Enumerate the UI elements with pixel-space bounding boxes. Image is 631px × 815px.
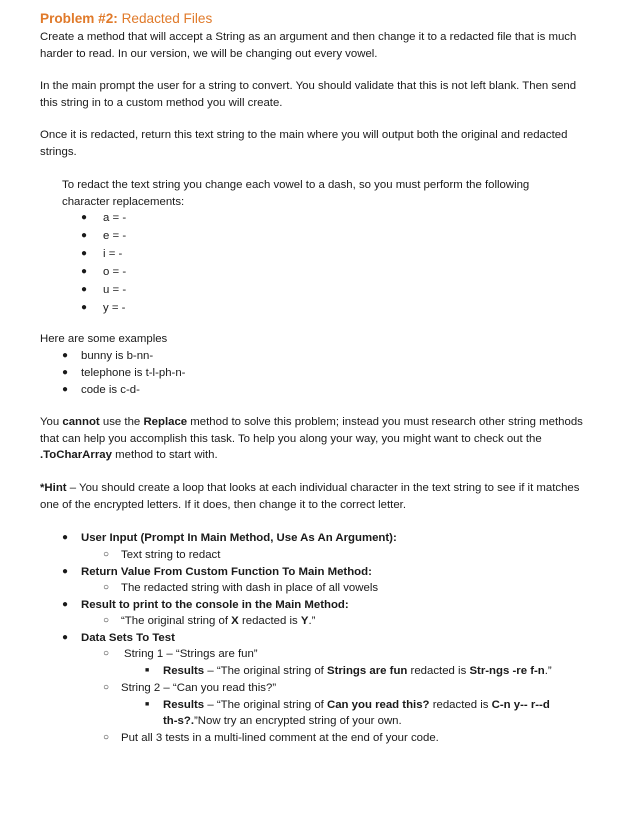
list-item-text: String 2 – “Can you read this?” xyxy=(121,682,277,694)
bullet-icon: ● xyxy=(62,599,69,610)
circle-bullet-icon: ○ xyxy=(103,615,110,626)
problem-number: Problem #2: xyxy=(40,11,118,26)
circle-bullet-icon: ○ xyxy=(103,682,110,693)
bullet-icon: ● xyxy=(81,266,88,277)
list-item-label: Data Sets To Test xyxy=(81,632,175,644)
circle-bullet-icon: ○ xyxy=(103,549,110,560)
intro-paragraph: Create a method that will accept a String as an argument and then change it to a redacted file that is much harder to read. In our version, we will be changing out every vowel. xyxy=(40,31,577,60)
list-item-label: Return Value From Custom Function To Main Method: xyxy=(81,566,372,578)
list-item-text: Results – “The original string of Strings are fun redacted is Str-ngs -re f-n.” xyxy=(163,665,552,677)
list-item-text: bunny is b-nn- xyxy=(81,350,154,362)
list-item-text: code is c-d- xyxy=(81,384,140,396)
bullet-icon: ● xyxy=(62,566,69,577)
list-item-text: telephone is t-l-ph-n- xyxy=(81,367,186,379)
list-item-text: Results – “The original string of Can you read this? redacted is C-n y-- r--d xyxy=(163,699,550,711)
bullet-icon: ● xyxy=(81,302,88,313)
square-bullet-icon: ■ xyxy=(145,667,150,674)
bullet-icon: ● xyxy=(62,367,69,378)
bullet-icon: ● xyxy=(81,212,88,223)
problem-title: Redacted Files xyxy=(117,11,213,26)
list-item-text: y = - xyxy=(103,302,126,314)
list-item-text: String 1 – “Strings are fun” xyxy=(124,648,258,660)
square-bullet-icon: ■ xyxy=(145,701,150,708)
list-item-text: i = - xyxy=(103,248,123,260)
list-item-text: e = - xyxy=(103,230,127,242)
circle-bullet-icon: ○ xyxy=(103,648,110,659)
bullet-icon: ● xyxy=(62,532,69,543)
bullet-icon: ● xyxy=(62,350,69,361)
list-item-label: User Input (Prompt In Main Method, Use As An Argument): xyxy=(81,532,397,544)
bullet-icon: ● xyxy=(81,284,88,295)
hint-paragraph: *Hint – You should create a loop that looks at each individual character in the text string to see if it matches one of the encrypted letters. If it does, then change it to the correct letter. xyxy=(40,482,580,511)
bullet-icon: ● xyxy=(81,230,88,241)
return-paragraph: Once it is redacted, return this text string to the main where you will output both the original and redacted strings. xyxy=(40,129,568,158)
list-item-text: o = - xyxy=(103,266,127,278)
circle-bullet-icon: ○ xyxy=(103,582,110,593)
circle-bullet-icon: ○ xyxy=(103,732,110,743)
redact-intro-paragraph: To redact the text string you change each vowel to a dash, so you must perform the following character replacements: xyxy=(62,179,530,208)
page-title xyxy=(40,10,212,28)
list-item-text: a = - xyxy=(103,212,127,224)
list-item-text: “The original string of X redacted is Y.” xyxy=(121,615,316,627)
list-item-text: Text string to redact xyxy=(121,549,221,561)
bullet-icon: ● xyxy=(81,248,88,259)
prompt-paragraph: In the main prompt the user for a string to convert. You should validate that this is not left blank. Then send this string in to a custom method you will create. xyxy=(40,80,577,109)
list-item-label: Result to print to the console in the Main Method: xyxy=(81,599,349,611)
list-item-text: th-s?.”Now try an encrypted string of your own. xyxy=(163,715,402,727)
examples-heading: Here are some examples xyxy=(40,333,168,345)
list-item-text: The redacted string with dash in place of all vowels xyxy=(121,582,379,594)
cannot-paragraph: You cannot use the Replace method to solve this problem; instead you must research other string methods that can help you accomplish this task. To help you along your way, you might want to check out the .ToCharArray method to start with. xyxy=(40,416,583,461)
bullet-icon: ● xyxy=(62,632,69,643)
list-item-text: u = - xyxy=(103,284,127,296)
bullet-icon: ● xyxy=(62,384,69,395)
list-item-text: Put all 3 tests in a multi-lined comment at the end of your code. xyxy=(121,732,439,744)
